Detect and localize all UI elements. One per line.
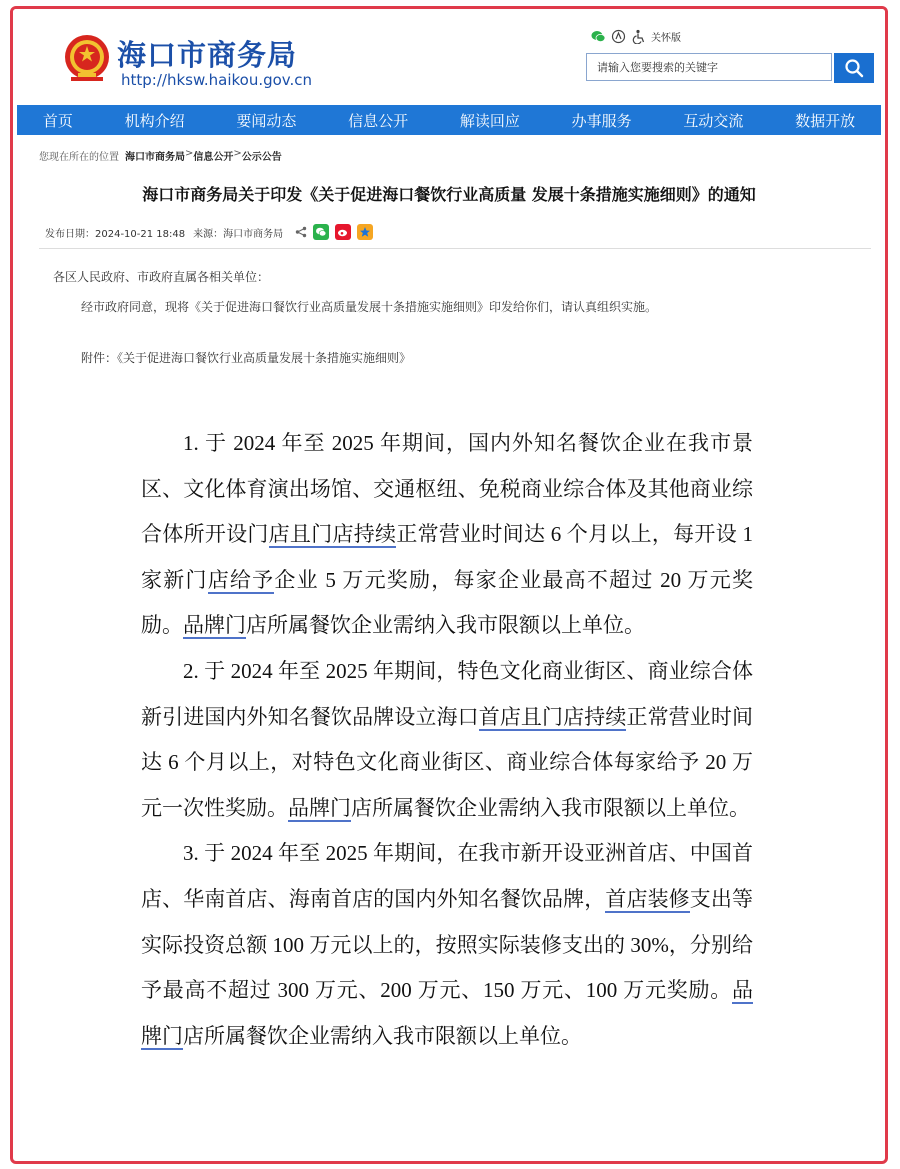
publish-date: 2024-10-21 18:48	[95, 228, 186, 240]
underlined-segment: 品牌门	[141, 978, 753, 1048]
wechat-icon[interactable]	[591, 29, 606, 44]
source-label: 来源：	[193, 228, 224, 240]
article-meta	[45, 224, 373, 240]
share-bar	[295, 224, 373, 240]
text-segment: 企业 5 万元奖励，每家企业最高不超过 20 万元奖励。	[141, 567, 754, 638]
text-segment: 店所属餐饮企业需纳入我市限额以上单位。	[183, 1023, 582, 1048]
accessibility-icon[interactable]	[631, 29, 646, 44]
nav-item-about[interactable]: 机构介绍	[124, 111, 185, 130]
site-url[interactable]: http://hksw.haikou.gov.cn	[121, 71, 313, 89]
text-segment: 店所属餐饮企业需纳入我市限额以上单位。	[351, 795, 750, 820]
page-frame	[10, 6, 888, 1164]
nav-item-disclosure[interactable]: 信息公开	[348, 111, 409, 130]
attachment-link[interactable]: 附件：《关于促进海口餐饮行业高质量发展十条措施实施细则》	[81, 351, 412, 365]
article-body	[141, 421, 753, 1059]
share-icon[interactable]	[295, 226, 307, 238]
main-nav	[17, 105, 881, 135]
breadcrumb-separator: >	[185, 148, 194, 159]
breadcrumb-prefix: 您现在所在的位置	[39, 152, 119, 163]
qzone-share-icon[interactable]	[357, 224, 373, 240]
paragraph-3	[141, 831, 753, 1059]
breadcrumb-item-notices[interactable]: 公示公告	[241, 152, 282, 163]
elderly-mode-icon[interactable]	[611, 29, 626, 44]
nav-item-interpretation[interactable]: 解读回应	[459, 111, 520, 130]
nav-item-open-data[interactable]: 数据开放	[795, 111, 856, 130]
underlined-segment: 首店且门店持续	[478, 704, 627, 729]
date-label: 发布日期：	[45, 228, 95, 240]
search-button[interactable]	[834, 53, 874, 83]
breadcrumb-separator: >	[233, 148, 242, 159]
search-icon	[844, 58, 864, 78]
text-segment: 店所属餐饮企业需纳入我市限额以上单位。	[246, 613, 645, 638]
paragraph-1	[141, 421, 753, 649]
text-segment: 正常营业时间达 6 个月以上，对特色文化商业街区、商业综合体每家给予 20 万元一次性奖励。	[141, 704, 754, 820]
nav-item-news[interactable]: 要闻动态	[236, 111, 297, 130]
article-title: 海口市商务局关于印发《关于促进海口餐饮行业高质量 发展十条措施实施细则》的通知	[142, 185, 756, 204]
header-tools	[591, 27, 681, 45]
underlined-segment: 首店装修	[605, 886, 690, 911]
site-header	[13, 9, 885, 107]
nav-item-services[interactable]: 办事服务	[571, 111, 632, 130]
site-title[interactable]: 海口市商务局	[117, 38, 298, 72]
text-segment: 支出等实际投资总额 100 万元以上的，按照实际装修支出的 30%，分别给予最高不超过 300 万元、200 万元、150 万元、100 万元奖励。	[141, 886, 754, 1003]
wechat-share-icon[interactable]	[313, 224, 329, 240]
weibo-share-icon[interactable]	[335, 224, 351, 240]
paragraph-2	[141, 649, 753, 831]
salutation: 各区人民政府、市政府直属各相关单位：	[53, 270, 270, 284]
article-source: 海口市商务局	[223, 228, 284, 240]
text-segment: 3. 于 2024 年至 2025 年期间，在我市新开设亚洲首店、中国首店、华南首店、海南首店的国内外知名餐饮品牌，	[141, 841, 753, 911]
national-emblem-icon	[63, 33, 111, 83]
care-mode-link[interactable]: 关怀版	[651, 32, 681, 44]
search-box	[586, 53, 832, 81]
notice-text: 经市政府同意，现将《关于促进海口餐饮行业高质量发展十条措施实施细则》印发给你们，请认真组织实施。	[81, 300, 658, 314]
nav-item-interaction[interactable]: 互动交流	[683, 111, 744, 130]
text-segment: 1. 于 2024 年至 2025 年期间，国内外知名餐饮企业在我市景区、文化体育演出场馆、交通枢纽、免税商业综合体及其他商业综合体所开设门	[141, 431, 753, 547]
breadcrumb-item-bureau[interactable]: 海口市商务局	[125, 152, 185, 163]
underlined-segment: 品牌门	[183, 613, 246, 638]
underlined-segment: 店给予	[207, 567, 275, 592]
text-segment: 正常营业时间达 6 个月以上，每开设 1 家新门	[141, 522, 754, 592]
breadcrumb-item-disclosure[interactable]: 信息公开	[193, 152, 234, 163]
text-segment: 2. 于 2024 年至 2025 年期间，特色文化商业街区、商业综合体新引进国内外知名餐饮品牌设立海口	[141, 658, 753, 729]
search-input[interactable]	[595, 60, 829, 75]
nav-item-home[interactable]: 首页	[42, 111, 73, 130]
breadcrumb	[39, 148, 282, 163]
meta-divider	[39, 248, 871, 249]
underlined-segment: 店且门店持续	[268, 522, 397, 547]
underlined-segment: 品牌门	[288, 795, 351, 820]
